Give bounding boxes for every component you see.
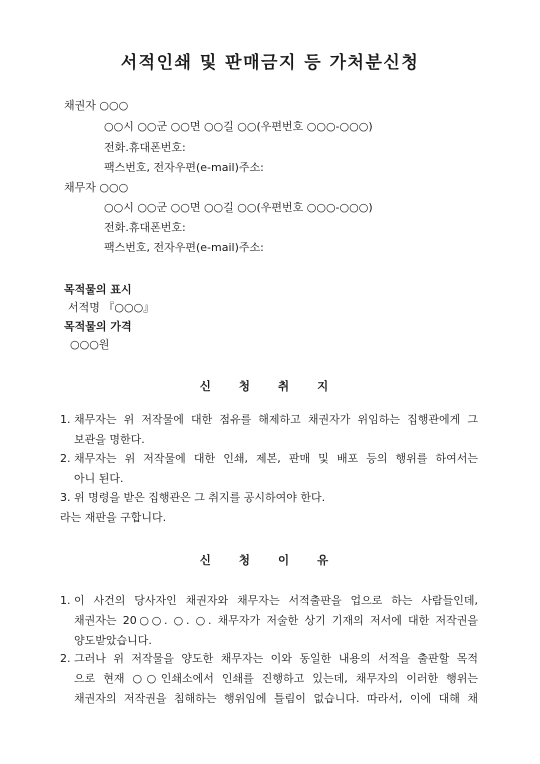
debtor-label: 채무자 ○○○ [64, 181, 129, 194]
item-line: 보관을 명한다. [74, 433, 145, 446]
creditor-phone: 전화․휴대폰번호: [104, 141, 186, 154]
creditor-fax: 팩스번호, 전자우편(e-mail)주소: [104, 161, 264, 174]
item-number: 3. [60, 491, 71, 504]
price-heading: 목적물의 가격 [64, 320, 132, 333]
document-title: 서적인쇄 및 판매금지 등 가처분신청 [120, 53, 420, 73]
item-line: 으로 현재 ○○인쇄소에서 인쇄를 진행하고 있는데, 채무자의 이러한 행위는 [74, 672, 478, 685]
item-line: 채권자는 20○○. ○. ○. 채무자가 저술한 상기 기재의 저서에 대한 저작권을 [74, 614, 478, 627]
item-line: 양도받았습니다. [74, 634, 152, 647]
item-number: 2. [60, 452, 71, 465]
price-value: ○○○원 [70, 338, 110, 351]
item-line: 아니 된다. [74, 472, 124, 485]
item-line: 채무자는 위 저작물에 대한 인쇄, 제본, 판매 및 배포 등의 행위를 하여서는 [74, 452, 478, 465]
item-line: 그러나 위 저작물을 양도한 채무자는 이와 동일한 내용의 서적을 출판할 목적 [74, 652, 478, 665]
item-line: 채무자는 위 저작물에 대한 점유를 해제하고 채권자가 위임하는 집행관에게 그 [74, 413, 478, 426]
purpose-item-3 [60, 491, 478, 505]
item-line: 위 명령을 받은 집행관은 그 취지를 공시하여야 한다. [74, 491, 326, 504]
purpose-closing: 라는 재판을 구합니다. [60, 511, 167, 524]
creditor-label: 채권자 ○○○ [64, 99, 129, 112]
object-heading: 목적물의 표시 [64, 283, 132, 296]
purpose-item-1 [60, 413, 478, 447]
item-line: 채권자의 저작권을 침해하는 행위임에 틀림이 없습니다. 따라서, 이에 대해 채 [74, 692, 478, 705]
reason-item-2 [60, 652, 478, 706]
purpose-item-2 [60, 452, 478, 486]
creditor-address: ○○시 ○○군 ○○면 ○○길 ○○(우편번호 ○○○-○○○) [104, 120, 373, 133]
reason-heading: 신 청 이 유 [199, 553, 341, 567]
debtor-phone: 전화․휴대폰번호: [104, 221, 186, 234]
item-number: 2. [60, 652, 71, 665]
debtor-address: ○○시 ○○군 ○○면 ○○길 ○○(우편번호 ○○○-○○○) [104, 201, 373, 214]
debtor-fax: 팩스번호, 전자우편(e-mail)주소: [104, 241, 264, 254]
item-number: 1. [60, 594, 71, 607]
purpose-heading: 신 청 취 지 [199, 379, 341, 393]
item-line: 이 사건의 당사자인 채권자와 채무자는 서적출판을 업으로 하는 사람들인데, [74, 594, 478, 607]
item-number: 1. [60, 413, 71, 426]
reason-item-1 [60, 594, 478, 648]
object-value: 서적명 『○○○』 [68, 301, 155, 314]
